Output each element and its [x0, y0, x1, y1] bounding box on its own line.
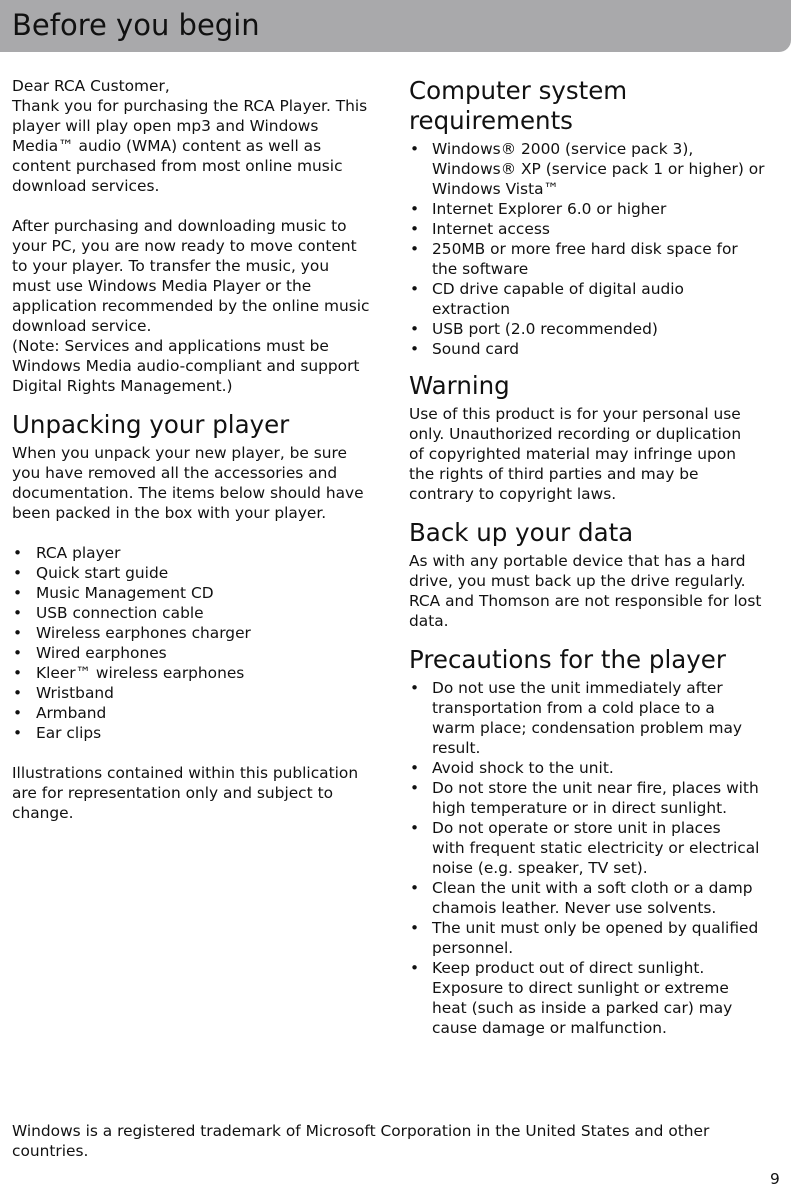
backup-paragraph: As with any portable device that has a hard drive, you must back up the drive regularly. RCA and Thomson are not responsible for lost data. — [409, 552, 762, 630]
intro-paragraph: Dear RCA Customer, Thank you for purchasing the RCA Player. This player will play open mp3 and Windows Media™ audio (WMA) content as well as content purchased from most online music download services. — [12, 77, 368, 195]
left-column — [12, 76, 384, 823]
list-item: • Keep product out of direct sunlight. Exposure to direct sunlight or extreme heat (such as inside a parked car) may cause damage or malfunction. — [409, 958, 781, 1038]
right-column — [409, 76, 781, 1038]
list-item: • Internet Explorer 6.0 or higher — [409, 199, 781, 219]
unpacking-heading: Unpacking your player — [12, 410, 290, 439]
list-item: • Quick start guide — [12, 563, 384, 583]
unpacking-paragraph: When you unpack your new player, be sure you have removed all the accessories and documentation. The items below should have been packed in the box with your player. — [12, 444, 364, 522]
list-item: • RCA player — [12, 543, 384, 563]
page-number: 9 — [770, 1170, 780, 1188]
list-item: • The unit must only be opened by qualified personnel. — [409, 918, 781, 958]
list-item: • Windows® 2000 (service pack 3), Windows® XP (service pack 1 or higher) or Windows Vista™ — [409, 139, 781, 199]
list-item: • Do not operate or store unit in places with frequent static electricity or electrical noise (e.g. speaker, TV set). — [409, 818, 781, 878]
list-item: • Music Management CD — [12, 583, 384, 603]
page-title: Before you begin — [12, 8, 260, 42]
requirements-heading: Computer system requirements — [409, 76, 628, 135]
illustrations-paragraph: Illustrations contained within this publication are for representation only and subject to change. — [12, 764, 359, 822]
list-item: • Ear clips — [12, 723, 384, 743]
warning-paragraph: Use of this product is for your personal use only. Unauthorized recording or duplication of copyrighted material may infringe upon the rights of third parties and may be contrary to copyright laws. — [409, 405, 742, 503]
list-item: • USB connection cable — [12, 603, 384, 623]
warning-heading: Warning — [409, 371, 510, 400]
list-item: • CD drive capable of digital audio extraction — [409, 279, 781, 319]
list-item: • Wired earphones — [12, 643, 384, 663]
list-item: • Sound card — [409, 339, 781, 359]
backup-heading: Back up your data — [409, 518, 634, 547]
list-item: • Clean the unit with a soft cloth or a damp chamois leather. Never use solvents. — [409, 878, 781, 918]
list-item: • Wireless earphones charger — [12, 623, 384, 643]
precautions-list — [409, 678, 781, 1038]
requirements-list — [409, 139, 781, 359]
package-contents-list — [12, 543, 384, 743]
list-item: • Armband — [12, 703, 384, 723]
list-item: • 250MB or more free hard disk space for the software — [409, 239, 781, 279]
list-item: • Avoid shock to the unit. — [409, 758, 781, 778]
list-item: • Do not store the unit near fire, places with high temperature or in direct sunlight. — [409, 778, 781, 818]
transfer-paragraph: After purchasing and downloading music to your PC, you are now ready to move content to your player. To transfer the music, you must use Windows Media Player or the application recommended by the online music download service. (Note: Services and applications must be Windows Media audio-compliant and support Digital Rights Management.) — [12, 217, 370, 395]
list-item: • Do not use the unit immediately after transportation from a cold place to a warm place; condensation problem may result. — [409, 678, 781, 758]
header-bar — [0, 0, 791, 52]
list-item: • Wristband — [12, 683, 384, 703]
list-item: • Internet access — [409, 219, 781, 239]
precautions-heading: Precautions for the player — [409, 645, 726, 674]
trademark-footnote: Windows is a registered trademark of Microsoft Corporation in the United States and other countries. — [12, 1122, 710, 1160]
list-item: • Kleer™ wireless earphones — [12, 663, 384, 683]
list-item: • USB port (2.0 recommended) — [409, 319, 781, 339]
